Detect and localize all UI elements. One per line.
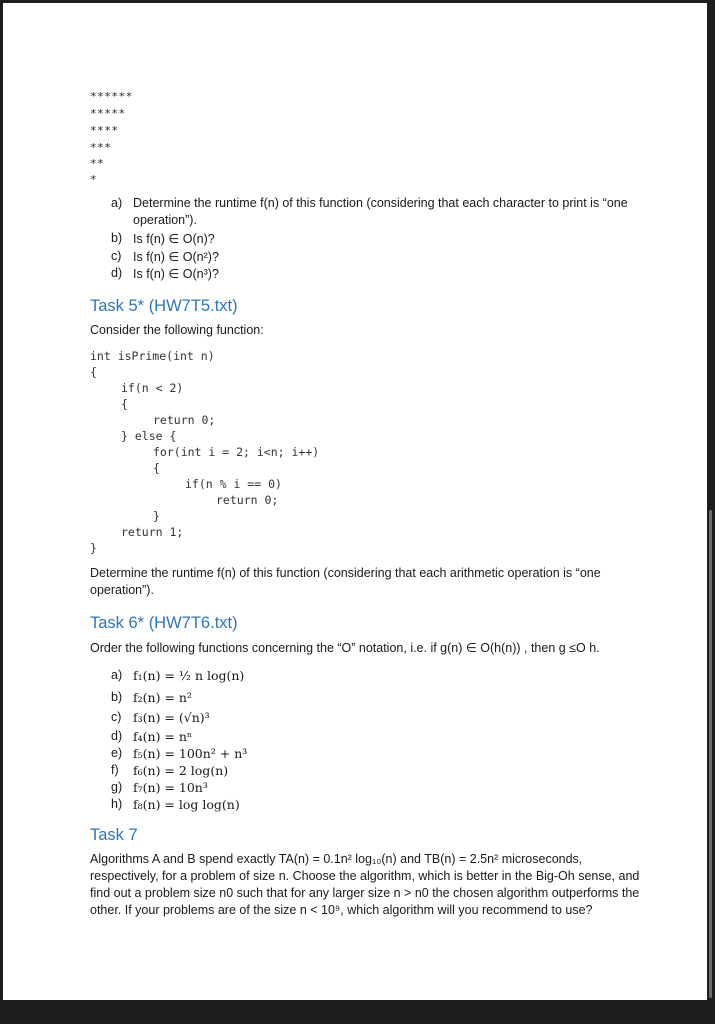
task5-intro: Consider the following function:: [90, 323, 264, 337]
star-row: *: [90, 173, 98, 186]
item-label: c): [111, 249, 122, 263]
item-label: d): [111, 266, 123, 280]
star-row: **: [90, 157, 105, 170]
vertical-scrollbar[interactable]: [709, 510, 712, 998]
function-f6: f₆(n) = 2 log(n): [133, 763, 229, 778]
task4-question-d: Is f(n) ∈ O(n³)?: [133, 267, 219, 281]
item-label: b): [111, 690, 123, 704]
task6-intro: Order the following functions concerning the “O” notation, i.e. if g(n) ∈ O(h(n)) , then g ≤O h.: [90, 641, 600, 655]
task7-text-line: other. If your problems are of the size n < 10⁹, which algorithm will you recommend to use?: [90, 903, 593, 917]
task7-text-line: respectively, for a problem of size n. Choose the algorithm, which is better in the Big-Oh sense, and: [90, 869, 640, 883]
task4-question-a: Determine the runtime f(n) of this function (considering that each character to print is “one: [133, 196, 628, 210]
code-line: {: [121, 397, 128, 411]
document-page: [3, 3, 707, 1000]
item-label: g): [111, 780, 123, 794]
code-line: return 0;: [153, 413, 216, 427]
task5-question: Determine the runtime f(n) of this function (considering that each arithmetic operation is “one: [90, 566, 601, 580]
code-line: } else {: [121, 429, 177, 443]
code-line: {: [153, 461, 160, 475]
item-label: e): [111, 746, 123, 760]
task5-question-cont: operation”).: [90, 583, 154, 597]
code-line: return 0;: [216, 493, 279, 507]
star-row: *****: [90, 107, 126, 120]
item-label: f): [111, 763, 119, 777]
code-line: if(n < 2): [121, 381, 184, 395]
item-label: a): [111, 668, 123, 682]
function-f3: f₃(n) = (√n)³: [133, 710, 210, 725]
task6-heading: Task 6* (HW7T6.txt): [90, 614, 238, 632]
function-f1: f₁(n) = ½ n log(n): [133, 668, 245, 683]
item-label: b): [111, 231, 123, 245]
code-line: int isPrime(int n): [90, 349, 215, 363]
code-line: {: [90, 365, 97, 379]
star-row: ***: [90, 141, 112, 154]
function-f5: f₅(n) = 100n² + n³: [133, 746, 248, 761]
code-line: if(n % i == 0): [185, 477, 282, 491]
code-line: return 1;: [121, 525, 184, 539]
task4-question-c: Is f(n) ∈ O(n²)?: [133, 250, 219, 264]
function-f7: f₇(n) = 10n³: [133, 780, 208, 795]
function-f2: f₂(n) = n²: [133, 690, 192, 705]
code-line: }: [153, 509, 160, 523]
task4-question-b: Is f(n) ∈ O(n)?: [133, 232, 215, 246]
task7-text-line: Algorithms A and B spend exactly TA(n) = 0.1n² log₁₀(n) and TB(n) = 2.5n² microseconds,: [90, 852, 583, 866]
function-f8: f₈(n) = log log(n): [133, 797, 240, 812]
item-label: a): [111, 196, 123, 210]
star-row: ****: [90, 124, 119, 137]
code-line: for(int i = 2; i<n; i++): [153, 445, 320, 459]
code-line: }: [90, 541, 97, 555]
item-label: c): [111, 710, 122, 724]
item-label: d): [111, 729, 123, 743]
star-row: ******: [90, 90, 133, 103]
item-label: h): [111, 797, 123, 811]
task5-heading: Task 5* (HW7T5.txt): [90, 297, 238, 315]
task7-text-line: find out a problem size n0 such that for any larger size n > n0 the chosen algorithm outperforms the: [90, 886, 640, 900]
function-f4: f₄(n) = nⁿ: [133, 729, 193, 744]
task7-heading: Task 7: [90, 826, 138, 844]
task4-question-a-cont: operation”).: [133, 213, 197, 227]
viewer-bottom-bar: [0, 1001, 715, 1024]
